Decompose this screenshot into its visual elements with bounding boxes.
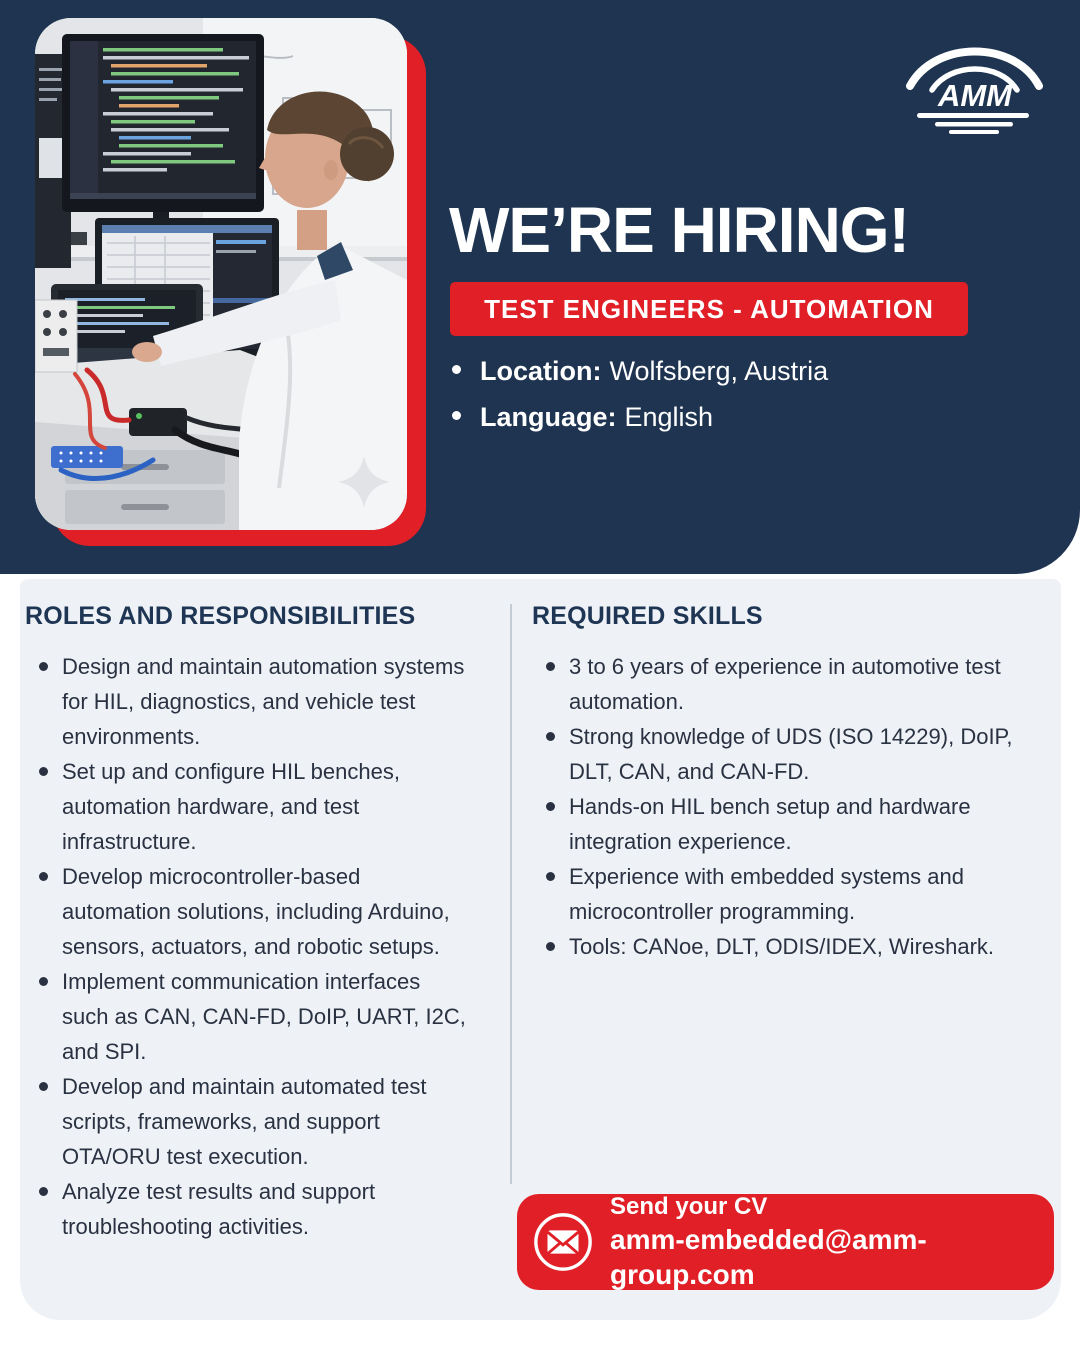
amm-logo-icon bbox=[903, 26, 1045, 138]
skills-list bbox=[532, 649, 1040, 964]
hero-section bbox=[0, 0, 1080, 574]
list-item: Implement communication interfaces such as CAN, CAN-FD, DoIP, UART, I2C, and SPI. bbox=[25, 964, 470, 1069]
list-item: Develop and maintain automated test scripts, frameworks, and support OTA/ORU test execution. bbox=[25, 1069, 470, 1174]
detail-text bbox=[480, 356, 828, 387]
detail-item bbox=[452, 356, 828, 387]
detail-value: Wolfsberg, Austria bbox=[609, 356, 829, 386]
envelope-icon bbox=[532, 1211, 594, 1273]
list-item: Strong knowledge of UDS (ISO 14229), DoIP, DLT, CAN, and CAN-FD. bbox=[532, 719, 1040, 789]
list-item: Set up and configure HIL benches, automation hardware, and test infrastructure. bbox=[25, 754, 470, 859]
role-banner bbox=[450, 282, 968, 336]
detail-value: English bbox=[624, 402, 714, 432]
roles-list bbox=[25, 649, 470, 1244]
detail-label: Language: bbox=[480, 402, 617, 432]
skills-title: REQUIRED SKILLS bbox=[532, 602, 763, 630]
list-item: 3 to 6 years of experience in automotive test automation. bbox=[532, 649, 1040, 719]
detail-text bbox=[480, 402, 713, 433]
cv-button[interactable] bbox=[517, 1194, 1054, 1290]
list-item: Hands-on HIL bench setup and hardware integration experience. bbox=[532, 789, 1040, 859]
cv-text-block bbox=[610, 1192, 1054, 1292]
list-item: Analyze test results and support troubleshooting activities. bbox=[25, 1174, 470, 1244]
list-item: Develop microcontroller-based automation solutions, including Arduino, sensors, actuators, and robotic setups. bbox=[25, 859, 470, 964]
headline: WE’RE HIRING! bbox=[449, 194, 909, 266]
amm-logo bbox=[903, 26, 1045, 138]
roles-section bbox=[25, 602, 495, 1244]
bullet-dot bbox=[452, 411, 461, 420]
role-banner-label: TEST ENGINEERS - AUTOMATION bbox=[484, 293, 934, 324]
lab-scene-illustration bbox=[35, 18, 407, 530]
detail-item bbox=[452, 402, 828, 433]
roles-title: ROLES AND RESPONSIBILITIES bbox=[25, 602, 416, 630]
list-item: Experience with embedded systems and microcontroller programming. bbox=[532, 859, 1040, 929]
column-divider bbox=[510, 604, 512, 1184]
skills-section bbox=[532, 602, 1040, 964]
list-item: Tools: CANoe, DLT, ODIS/IDEX, Wireshark. bbox=[532, 929, 1040, 964]
cv-cta-text: Send your CV bbox=[610, 1193, 768, 1220]
bullet-dot bbox=[452, 365, 461, 374]
sparkle-icon bbox=[338, 456, 390, 508]
logo-text: AMM bbox=[937, 78, 1013, 113]
cv-email-text: amm-embedded@amm-group.com bbox=[610, 1224, 927, 1290]
list-item: Design and maintain automation systems for HIL, diagnostics, and vehicle test environments. bbox=[25, 649, 470, 754]
workplace-photo bbox=[35, 18, 407, 530]
hero-detail-list bbox=[452, 356, 828, 448]
detail-label: Location: bbox=[480, 356, 602, 386]
